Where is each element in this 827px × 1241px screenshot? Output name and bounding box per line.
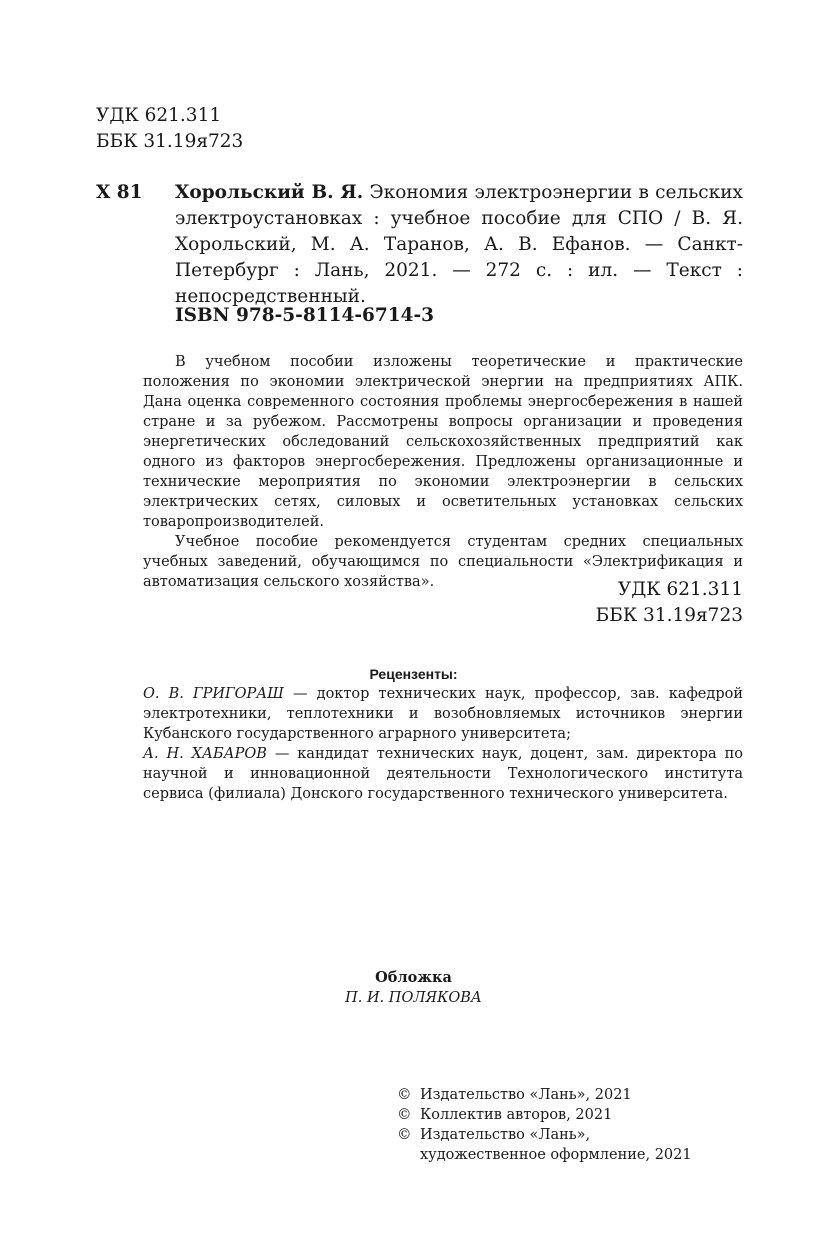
cover-title: Обложка [375, 969, 452, 986]
bibliographic-entry [175, 180, 743, 310]
copyright-line [397, 1085, 777, 1105]
reviewer-entry [143, 684, 743, 744]
cover-artist: П. И. ПОЛЯКОВА [345, 990, 482, 1006]
copyright-icon: © [397, 1127, 412, 1143]
copyright-icon: © [397, 1087, 412, 1103]
copyright-icon: © [397, 1107, 412, 1123]
reviewer-entry [143, 744, 743, 804]
author-heading: Хорольский В. Я. [175, 182, 364, 203]
copyright-line [397, 1145, 777, 1165]
udk-code: УДК 621.311 [617, 579, 743, 600]
isbn: ISBN 978-5-8114-6714-3 [175, 305, 435, 326]
copyright-line [397, 1105, 777, 1125]
cover-credit [0, 968, 827, 1008]
reviewer-description: — кандидат технических наук, доцент, зам. директора по научной и инновационной деятельности Технологического института сервиса (филиала) Донского государственного технического университета. [143, 746, 743, 802]
udk-code: УДК 621.311 [96, 105, 222, 126]
reviewer-name: А. Н. ХАБАРОВ [143, 746, 267, 762]
annotation-paragraph: Учебное пособие рекомендуется студентам средних специальных учебных заведений, обучающимся по специальности «Электрификация и автоматизация сельского хозяйства». [143, 534, 743, 590]
copyright-line [397, 1125, 777, 1145]
reviewers-list [143, 684, 743, 804]
reviewer-description: — доктор технических наук, профессор, зав. кафедрой электротехники, теплотехники и возобновляемых источников энергии Кубанского государственного аграрного университета; [143, 686, 743, 742]
bbk-code: ББК 31.19я723 [96, 131, 244, 152]
udk-block-right [596, 577, 743, 629]
annotation-paragraph: В учебном пособии изложены теоретические и практические положения по экономии электрической энергии на предприятиях АПК. Дана оценка современного состояния проблемы энергосбережения в нашей стране и за рубежом. Рассмотрены вопросы организации и проведения энергетических обследований сельскохозяйственных предприятий как одного из факторов энергосбережения. Предложены организационные и технические мероприятия по экономии электроэнергии в сельских электрических сетях, силовых и осветительных установках сельских товаропроизводителей. [143, 354, 743, 530]
copyright-block [397, 1085, 777, 1165]
bibliographic-text: Экономия электроэнергии в сельских электроустановках : учебное пособие для СПО / В. Я. Хорольский, М. А. Таранов, А. В. Ефанов. — Санкт-Петербург : Лань, 2021. — 272 с. : ил. — Текст : непосредственный. [175, 182, 743, 307]
bbk-code: ББК 31.19я723 [595, 605, 743, 626]
udk-block-top [96, 103, 243, 155]
reviewers-title: Рецензенты: [369, 666, 458, 682]
reviewer-name: О. В. ГРИГОРАШ [143, 686, 284, 702]
author-mark: Х 81 [96, 182, 143, 203]
copyright-text: Коллектив авторов, 2021 [420, 1107, 613, 1123]
copyright-text: Издательство «Лань», 2021 [420, 1087, 632, 1103]
copyright-text: Издательство «Лань», [420, 1127, 591, 1143]
annotation [143, 352, 743, 592]
copyright-text: художественное оформление, 2021 [420, 1147, 692, 1163]
